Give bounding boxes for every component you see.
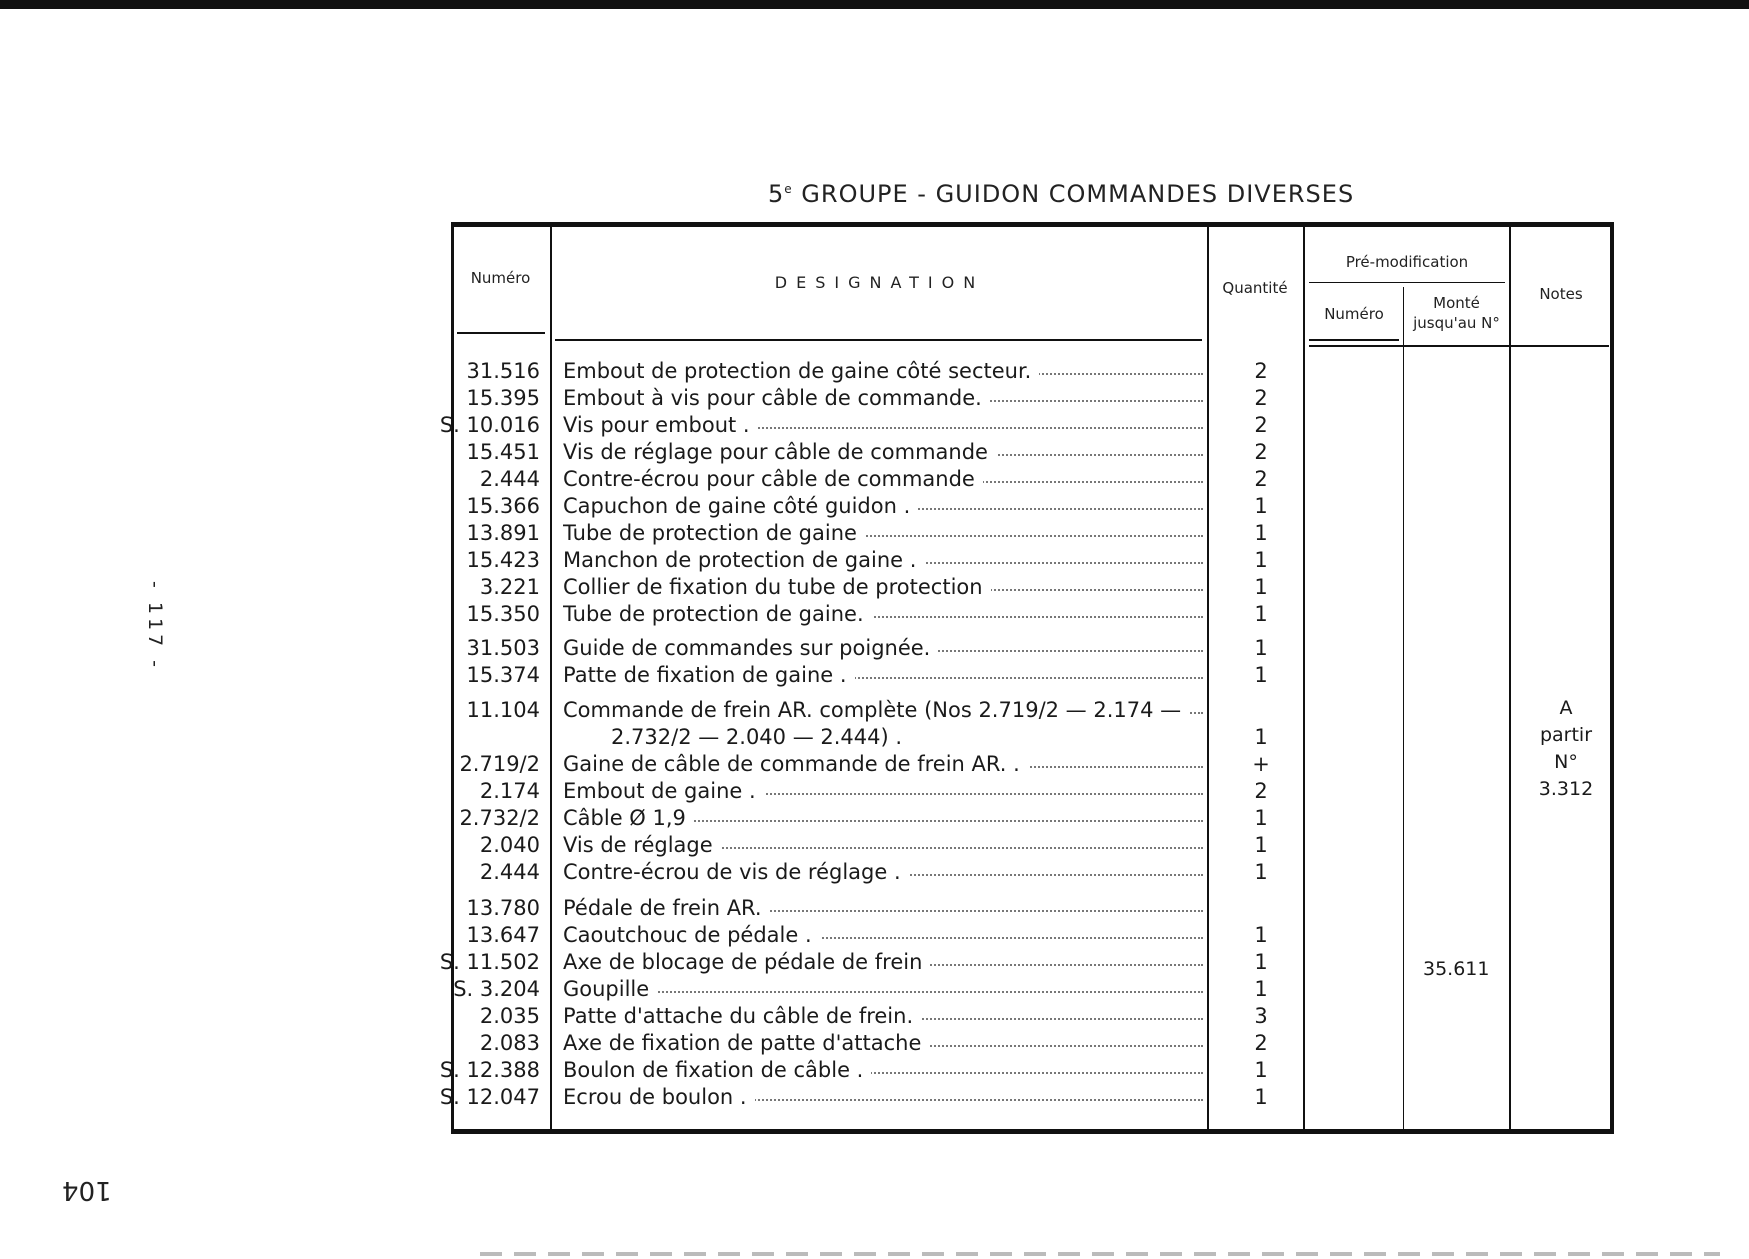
quantity: 1 bbox=[1254, 977, 1268, 1001]
part-number: 31.516 bbox=[466, 359, 540, 383]
designation-text: Caoutchouc de pédale . bbox=[563, 923, 820, 947]
quantity: 1 bbox=[1254, 602, 1268, 626]
quantity: 2 bbox=[1254, 413, 1268, 437]
header-pre-modification: Pré-modification bbox=[1345, 253, 1469, 271]
table-row bbox=[451, 359, 1614, 386]
table-row bbox=[451, 1004, 1614, 1031]
designation-text: Capuchon de gaine côté guidon . bbox=[563, 494, 918, 518]
header-monte-line1: Monté bbox=[1433, 294, 1480, 312]
table-row bbox=[451, 806, 1614, 833]
designation bbox=[563, 575, 1203, 599]
header-rule-sub bbox=[1309, 345, 1609, 347]
designation-text: Axe de blocage de pédale de frein bbox=[563, 950, 930, 974]
designation-text: Câble Ø 1,9 bbox=[563, 806, 694, 830]
designation-text: Pédale de frein AR. bbox=[563, 896, 770, 920]
designation bbox=[563, 860, 1203, 884]
designation bbox=[563, 386, 1203, 410]
page-title bbox=[768, 180, 1354, 208]
quantity: 1 bbox=[1254, 833, 1268, 857]
part-number: S. 12.047 bbox=[439, 1085, 540, 1109]
part-number: 2.035 bbox=[479, 1004, 540, 1028]
side-page-number: - 117 - bbox=[144, 580, 167, 672]
header-quantite: Quantité bbox=[1222, 279, 1288, 297]
quantity: 1 bbox=[1254, 806, 1268, 830]
part-number: 15.374 bbox=[466, 663, 540, 687]
designation bbox=[563, 950, 1203, 974]
part-number: 2.040 bbox=[479, 833, 540, 857]
table-row bbox=[451, 521, 1614, 548]
header-monte-line2: jusqu'au N° bbox=[1413, 314, 1500, 332]
designation-text: Vis pour embout . bbox=[563, 413, 758, 437]
designation bbox=[563, 923, 1203, 947]
quantity: 1 bbox=[1254, 636, 1268, 660]
quantity: 1 bbox=[1254, 1085, 1268, 1109]
part-number: 2.732/2 bbox=[459, 806, 540, 830]
table-row bbox=[451, 494, 1614, 521]
designation-text: Manchon de protection de gaine . bbox=[563, 548, 924, 572]
designation bbox=[563, 779, 1203, 803]
part-number: 15.366 bbox=[466, 494, 540, 518]
designation bbox=[563, 806, 1203, 830]
part-number: 15.395 bbox=[466, 386, 540, 410]
quantity: 2 bbox=[1254, 779, 1268, 803]
quantity: 2 bbox=[1254, 359, 1268, 383]
table-row bbox=[451, 923, 1614, 950]
header-rule-premod bbox=[1309, 282, 1505, 283]
part-number: 11.104 bbox=[466, 698, 540, 722]
quantity: 2 bbox=[1254, 467, 1268, 491]
header-monte bbox=[1404, 293, 1509, 333]
header-numero: Numéro bbox=[470, 269, 531, 287]
table-row bbox=[451, 636, 1614, 663]
header-notes: Notes bbox=[1539, 285, 1583, 303]
part-number: 2.174 bbox=[479, 779, 540, 803]
part-number: S. 11.502 bbox=[439, 950, 540, 974]
notes-line: N° bbox=[1554, 751, 1578, 773]
table-row bbox=[451, 779, 1614, 806]
designation-text: Embout de gaine . bbox=[563, 779, 764, 803]
table-row bbox=[451, 698, 1614, 725]
designation bbox=[563, 1058, 1203, 1082]
quantity: 1 bbox=[1254, 725, 1268, 749]
part-number: 13.780 bbox=[466, 896, 540, 920]
designation-text: Tube de protection de gaine. bbox=[563, 602, 872, 626]
designation-text: Contre-écrou de vis de réglage . bbox=[563, 860, 909, 884]
designation bbox=[563, 440, 1203, 464]
designation bbox=[563, 896, 1203, 920]
designation bbox=[563, 663, 1203, 687]
quantity: + bbox=[1252, 752, 1270, 776]
table-row bbox=[451, 977, 1614, 1004]
scan-top-border bbox=[0, 0, 1749, 9]
part-number: 2.444 bbox=[479, 860, 540, 884]
scan-bottom-noise bbox=[480, 1252, 1720, 1256]
page-number: 104 bbox=[62, 1175, 112, 1205]
designation bbox=[563, 1004, 1203, 1028]
quantity: 1 bbox=[1254, 923, 1268, 947]
quantity: 3 bbox=[1254, 1004, 1268, 1028]
designation bbox=[563, 977, 1203, 1001]
table-row bbox=[439, 1085, 1614, 1112]
designation bbox=[563, 1085, 1203, 1109]
designation bbox=[563, 602, 1203, 626]
designation bbox=[563, 698, 1203, 722]
quantity: 2 bbox=[1254, 440, 1268, 464]
table-row bbox=[439, 413, 1614, 440]
designation-text: Guide de commandes sur poignée. bbox=[563, 636, 938, 660]
table-row bbox=[451, 575, 1614, 602]
table-row bbox=[451, 752, 1614, 779]
quantity: 1 bbox=[1254, 494, 1268, 518]
notes-cell bbox=[1526, 695, 1606, 803]
header-rule-designation bbox=[555, 339, 1202, 341]
title-prefix: 5 bbox=[768, 180, 785, 208]
title-sup: e bbox=[784, 182, 793, 196]
part-number: 15.451 bbox=[466, 440, 540, 464]
designation-text: Contre-écrou pour câble de commande bbox=[563, 467, 983, 491]
quantity: 1 bbox=[1254, 575, 1268, 599]
table-row bbox=[451, 860, 1614, 887]
designation bbox=[563, 494, 1203, 518]
designation-text: Patte d'attache du câble de frein. bbox=[563, 1004, 921, 1028]
part-number: S. 10.016 bbox=[439, 413, 540, 437]
quantity: 1 bbox=[1254, 860, 1268, 884]
notes-line: 3.312 bbox=[1538, 778, 1594, 800]
designation-text: Ecrou de boulon . bbox=[563, 1085, 755, 1109]
table-row bbox=[451, 725, 1614, 752]
notes-line: A bbox=[1559, 697, 1573, 719]
part-number: 13.647 bbox=[466, 923, 540, 947]
table-row bbox=[451, 548, 1614, 575]
designation bbox=[563, 636, 1203, 660]
table-row bbox=[451, 440, 1614, 467]
table-row bbox=[451, 602, 1614, 629]
designation bbox=[563, 752, 1203, 776]
table-row bbox=[439, 1058, 1614, 1085]
designation-text: Collier de fixation du tube de protection bbox=[563, 575, 991, 599]
part-number: S. 12.388 bbox=[439, 1058, 540, 1082]
designation-continuation: 2.732/2 — 2.040 — 2.444) . bbox=[611, 725, 903, 749]
designation-text: Embout de protection de gaine côté secteur. bbox=[563, 359, 1039, 383]
notes-line: partir bbox=[1539, 724, 1593, 746]
designation bbox=[563, 413, 1203, 437]
designation-text: Boulon de fixation de câble . bbox=[563, 1058, 871, 1082]
monte-jusquau-value: 35.611 bbox=[1423, 958, 1490, 980]
quantity: 2 bbox=[1254, 1031, 1268, 1055]
table-row bbox=[451, 896, 1614, 923]
designation-text: Goupille bbox=[563, 977, 657, 1001]
table-row bbox=[451, 663, 1614, 690]
part-number: 2.083 bbox=[479, 1031, 540, 1055]
designation-text: Patte de fixation de gaine . bbox=[563, 663, 855, 687]
designation-text: Vis de réglage pour câble de commande bbox=[563, 440, 996, 464]
table-row bbox=[451, 1031, 1614, 1058]
part-number: 15.350 bbox=[466, 602, 540, 626]
designation-text: Vis de réglage bbox=[563, 833, 721, 857]
designation bbox=[563, 833, 1203, 857]
part-number: S. 3.204 bbox=[453, 977, 540, 1001]
quantity: 1 bbox=[1254, 950, 1268, 974]
quantity: 1 bbox=[1254, 548, 1268, 572]
parts-table bbox=[439, 222, 1614, 1134]
part-number: 2.444 bbox=[479, 467, 540, 491]
table-row bbox=[451, 467, 1614, 494]
part-number: 3.221 bbox=[479, 575, 540, 599]
part-number: 15.423 bbox=[466, 548, 540, 572]
designation bbox=[563, 548, 1203, 572]
designation-text: Embout à vis pour câble de commande. bbox=[563, 386, 990, 410]
part-number: 31.503 bbox=[466, 636, 540, 660]
designation bbox=[563, 359, 1203, 383]
table-row bbox=[451, 386, 1614, 413]
designation bbox=[563, 521, 1203, 545]
header-rule-numero bbox=[457, 332, 545, 334]
part-number: 2.719/2 bbox=[459, 752, 540, 776]
designation-text: Axe de fixation de patte d'attache bbox=[563, 1031, 929, 1055]
header-pre-numero: Numéro bbox=[1324, 305, 1384, 323]
quantity: 1 bbox=[1254, 1058, 1268, 1082]
part-number: 13.891 bbox=[466, 521, 540, 545]
quantity: 2 bbox=[1254, 386, 1268, 410]
designation bbox=[563, 467, 1203, 491]
quantity: 1 bbox=[1254, 521, 1268, 545]
header-designation: DESIGNATION bbox=[774, 273, 985, 292]
title-rest: GROUPE - GUIDON COMMANDES DIVERSES bbox=[792, 180, 1355, 208]
header-rule-quantite bbox=[1309, 339, 1399, 341]
designation-text: Gaine de câble de commande de frein AR. . bbox=[563, 752, 1028, 776]
leader-dots bbox=[563, 991, 1203, 993]
designation-text: Tube de protection de gaine bbox=[563, 521, 865, 545]
designation bbox=[563, 1031, 1203, 1055]
designation-text: Commande de frein AR. complète (Nos 2.719/2 — 2.174 — bbox=[563, 698, 1189, 722]
table-row bbox=[451, 833, 1614, 860]
quantity: 1 bbox=[1254, 663, 1268, 687]
